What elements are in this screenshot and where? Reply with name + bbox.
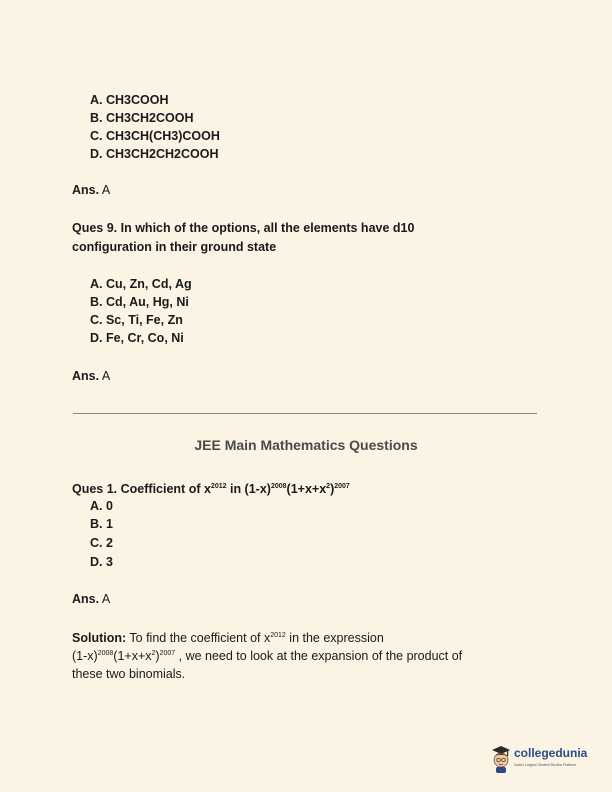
math-question-1: Ques 1. Coefficient of $x^{2012}$ in $(1-x)^{2008}(1+x+x^2)^{2007}$ bbox=[72, 482, 350, 496]
answer-value: A bbox=[99, 592, 111, 606]
section-title: JEE Main Mathematics Questions bbox=[194, 437, 418, 453]
option-d: D. 3 bbox=[90, 555, 113, 569]
section-divider bbox=[73, 413, 537, 414]
logo-wordmark: collegedunia bbox=[514, 746, 588, 760]
answer-value: A bbox=[99, 369, 111, 383]
answer-line bbox=[72, 369, 110, 383]
answer-line bbox=[72, 183, 110, 197]
answer-line bbox=[72, 592, 110, 606]
solution-line1: Solution: To find the coefficient of $x^{2012}$ in the expression bbox=[72, 631, 384, 645]
logo-tagline: India's Largest Student Review Platform bbox=[514, 763, 577, 767]
option-d: D. CH3CH2CH2COOH bbox=[90, 147, 219, 161]
solution-text bbox=[72, 629, 552, 683]
option-b: B. Cd, Au, Hg, Ni bbox=[90, 295, 189, 309]
question-9-line2: configuration in their ground state bbox=[72, 240, 277, 254]
student-mascot-icon bbox=[490, 744, 512, 774]
solution-line3: these two binomials. bbox=[72, 667, 186, 681]
option-a: A. CH3COOH bbox=[90, 93, 169, 107]
option-c: C. 2 bbox=[90, 536, 113, 550]
collegedunia-logo bbox=[490, 744, 590, 780]
solution-label: Solution: bbox=[72, 631, 127, 645]
option-a: A. Cu, Zn, Cd, Ag bbox=[90, 277, 192, 291]
option-d: D. Fe, Cr, Co, Ni bbox=[90, 331, 184, 345]
option-c: C. Sc, Ti, Fe, Zn bbox=[90, 313, 183, 327]
option-b: B. CH3CH2COOH bbox=[90, 111, 194, 125]
solution-line2: $(1-x)^{2008}(1+x+x^2)^{2007}$ , we need to look at the expansion of the product of bbox=[72, 649, 463, 663]
answer-value: A bbox=[99, 183, 111, 197]
question-9 bbox=[72, 219, 552, 257]
option-b: B. 1 bbox=[90, 517, 113, 531]
question-9-line1: Ques 9. In which of the options, all the elements have d10 bbox=[72, 221, 415, 235]
option-a: A. 0 bbox=[90, 499, 113, 513]
answer-label: Ans. bbox=[72, 369, 100, 383]
answer-label: Ans. bbox=[72, 592, 100, 606]
answer-label: Ans. bbox=[72, 183, 100, 197]
option-c: C. CH3CH(CH3)COOH bbox=[90, 129, 220, 143]
